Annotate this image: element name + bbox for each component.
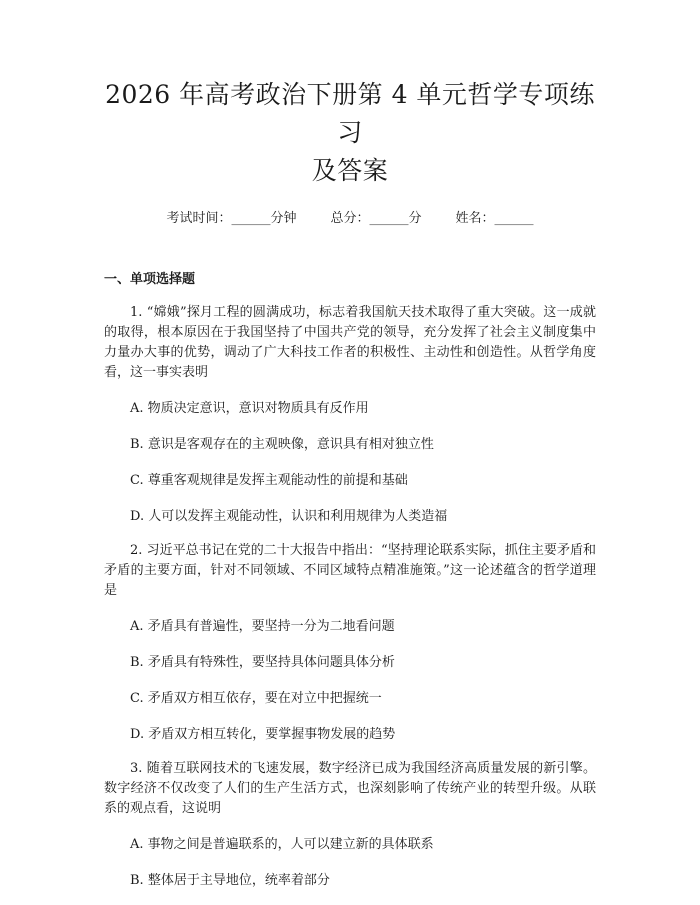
question-3-stem: 3. 随着互联网技术的飞速发展，数字经济已成为我国经济高质量发展的新引擎。数字经济不仅改变了人们的生产生活方式，也深刻影响了传统产业的转型升级。从联系的观点看，这说明 <box>104 761 596 816</box>
section-heading: 一、单项选择题 <box>104 272 196 287</box>
question-1-option-d: D. 人可以发挥主观能动性，认识和利用规律为人类造福 <box>130 509 448 524</box>
title-line-2: 及答案 <box>311 156 389 185</box>
question-1-option-a: A. 物质决定意识，意识对物质具有反作用 <box>130 401 369 416</box>
question-3-option-a: A. 事物之间是普遍联系的，人可以建立新的具体联系 <box>130 837 434 852</box>
question-2-option-c: C. 矛盾双方相互依存，要在对立中把握统一 <box>130 691 382 706</box>
question-1-option-c: C. 尊重客观规律是发挥主观能动性的前提和基础 <box>130 473 408 488</box>
question-2-option-b: B. 矛盾具有特殊性，要坚持具体问题具体分析 <box>130 655 395 670</box>
question-2-option-a: A. 矛盾具有普遍性，要坚持一分为二地看问题 <box>130 619 395 634</box>
exam-time-field: 考试时间：______分钟 <box>166 211 297 226</box>
exam-info-line <box>104 209 596 229</box>
name-field: 姓名：______ <box>455 211 534 226</box>
question-2-stem: 2. 习近平总书记在党的二十大报告中指出：“坚持理论联系实际，抓住主要矛盾和矛盾的主要方面，针对不同领域、不同区域特点精准施策。”这一论述蕴含的哲学道理是 <box>104 543 596 598</box>
title-line-1: 2026 年高考政治下册第 4 单元哲学专项练习 <box>105 80 595 147</box>
question-2-option-d: D. 矛盾双方相互转化，要掌握事物发展的趋势 <box>130 727 396 742</box>
question-3-option-b: B. 整体居于主导地位，统率着部分 <box>130 873 330 888</box>
question-1-option-b: B. 意识是客观存在的主观映像，意识具有相对独立性 <box>130 437 434 452</box>
document-title <box>104 76 596 190</box>
question-1-stem: 1. “嫦娥”探月工程的圆满成功，标志着我国航天技术取得了重大突破。这一成就的取得，根本原因在于我国坚持了中国共产党的领导，充分发挥了社会主义制度集中力量办大事的优势，调动了广大科技工作者的积极性、主动性和创造性。从哲学角度看，这一事实表明 <box>104 305 596 380</box>
total-score-field: 总分：______分 <box>330 211 422 226</box>
